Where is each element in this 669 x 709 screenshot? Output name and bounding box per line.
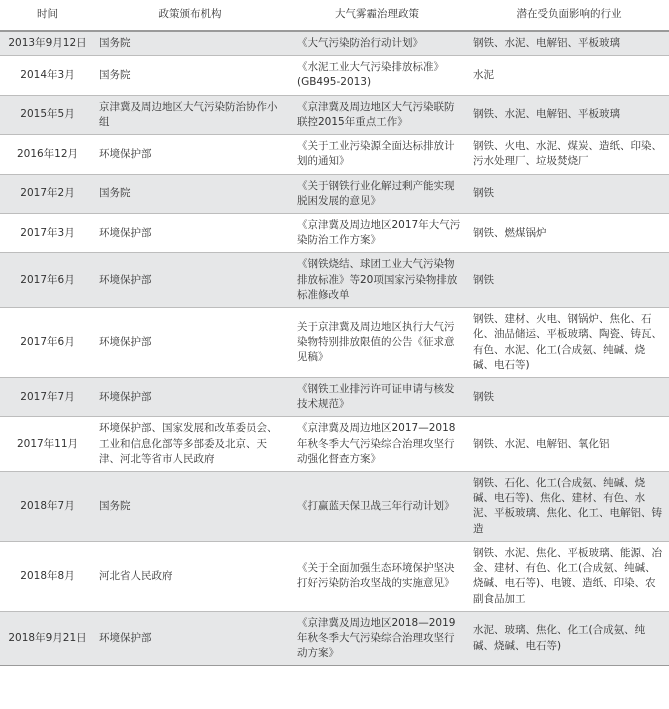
cell-time: 2017年3月: [0, 213, 95, 252]
cell-time: 2017年6月: [0, 308, 95, 378]
cell-industries: 水泥: [469, 56, 669, 95]
header-time: 时间: [0, 0, 95, 31]
cell-industries: 钢铁、燃煤锅炉: [469, 213, 669, 252]
cell-time: 2018年9月21日: [0, 611, 95, 666]
header-row: [0, 0, 669, 31]
cell-time: 2018年8月: [0, 541, 95, 611]
cell-policy: 《关于全面加强生态环境保护坚决打好污染防治攻坚战的实施意见》: [285, 541, 469, 611]
cell-industries: 钢铁、水泥、电解铝、氧化铝: [469, 417, 669, 472]
table-body: [0, 31, 669, 666]
cell-agency: 环境保护部: [95, 377, 285, 416]
cell-time: 2017年2月: [0, 174, 95, 213]
table-row: [0, 308, 669, 378]
cell-industries: 钢铁、水泥、电解铝、平板玻璃: [469, 31, 669, 56]
cell-industries: 钢铁: [469, 253, 669, 308]
cell-policy: 《大气污染防治行动计划》: [285, 31, 469, 56]
cell-policy: 《京津冀及周边地区2017—2018年秋冬季大气污染综合治理攻坚行动强化督查方案》: [285, 417, 469, 472]
cell-policy: 《钢铁工业排污许可证申请与核发技术规范》: [285, 377, 469, 416]
cell-agency: 环境保护部: [95, 253, 285, 308]
cell-agency: 环境保护部: [95, 135, 285, 174]
cell-industries: 水泥、玻璃、焦化、化工(合成氨、纯碱、烧碱、电石等): [469, 611, 669, 666]
cell-agency: 京津冀及周边地区大气污染防治协作小组: [95, 95, 285, 134]
cell-industries: 钢铁、水泥、焦化、平板玻璃、能源、冶金、建材、有色、化工(合成氨、纯碱、烧碱、电石等)、电镀、造纸、印染、农副食品加工: [469, 541, 669, 611]
cell-policy: 《水泥工业大气污染排放标准》(GB495-2013): [285, 56, 469, 95]
table-row: [0, 135, 669, 174]
cell-industries: 钢铁、火电、水泥、煤炭、造纸、印染、污水处理厂、垃圾焚烧厂: [469, 135, 669, 174]
header-agency: 政策颁布机构: [95, 0, 285, 31]
table-row: [0, 174, 669, 213]
cell-agency: 环境保护部、国家发展和改革委员会、工业和信息化部等多部委及北京、天津、河北等省市人民政府: [95, 417, 285, 472]
table-row: [0, 417, 669, 472]
cell-time: 2015年5月: [0, 95, 95, 134]
table-row: [0, 31, 669, 56]
cell-policy: 《京津冀及周边地区2017年大气污染防治工作方案》: [285, 213, 469, 252]
cell-agency: 河北省人民政府: [95, 541, 285, 611]
cell-agency: 国务院: [95, 174, 285, 213]
cell-policy: 《关于钢铁行业化解过剩产能实现脱困发展的意见》: [285, 174, 469, 213]
header-industries: 潜在受负面影响的行业: [469, 0, 669, 31]
table-row: [0, 253, 669, 308]
cell-policy: 《京津冀及周边地区2018—2019年秋冬季大气污染综合治理攻坚行动方案》: [285, 611, 469, 666]
table-row: [0, 377, 669, 416]
cell-agency: 国务院: [95, 472, 285, 542]
cell-industries: 钢铁、水泥、电解铝、平板玻璃: [469, 95, 669, 134]
table-row: [0, 611, 669, 666]
table-row: [0, 541, 669, 611]
table-row: [0, 56, 669, 95]
table-row: [0, 213, 669, 252]
cell-agency: 国务院: [95, 31, 285, 56]
cell-time: 2017年7月: [0, 377, 95, 416]
cell-agency: 环境保护部: [95, 611, 285, 666]
cell-time: 2018年7月: [0, 472, 95, 542]
cell-time: 2013年9月12日: [0, 31, 95, 56]
cell-time: 2014年3月: [0, 56, 95, 95]
cell-industries: 钢铁: [469, 377, 669, 416]
cell-policy: 《钢铁烧结、球团工业大气污染物排放标准》等20项国家污染物排放标准修改单: [285, 253, 469, 308]
cell-policy: 《京津冀及周边地区大气污染联防联控2015年重点工作》: [285, 95, 469, 134]
cell-time: 2017年6月: [0, 253, 95, 308]
header-policy: 大气雾霾治理政策: [285, 0, 469, 31]
cell-time: 2016年12月: [0, 135, 95, 174]
table-row: [0, 95, 669, 134]
cell-time: 2017年11月: [0, 417, 95, 472]
table-row: [0, 472, 669, 542]
cell-policy: 《关于工业污染源全面达标排放计划的通知》: [285, 135, 469, 174]
cell-policy: 关于京津冀及周边地区执行大气污染物特别排放限值的公告《征求意见稿》: [285, 308, 469, 378]
cell-agency: 国务院: [95, 56, 285, 95]
cell-policy: 《打赢蓝天保卫战三年行动计划》: [285, 472, 469, 542]
cell-industries: 钢铁: [469, 174, 669, 213]
cell-industries: 钢铁、石化、化工(合成氨、纯碱、烧碱、电石等)、焦化、建材、有色、水泥、平板玻璃、焦化、化工、电解铝、铸造: [469, 472, 669, 542]
table-header: [0, 0, 669, 31]
cell-industries: 钢铁、建材、火电、钢锅炉、焦化、石化、油品储运、平板玻璃、陶瓷、铸瓦、有色、水泥、化工(合成氨、纯碱、烧碱、电石等): [469, 308, 669, 378]
cell-agency: 环境保护部: [95, 213, 285, 252]
cell-agency: 环境保护部: [95, 308, 285, 378]
